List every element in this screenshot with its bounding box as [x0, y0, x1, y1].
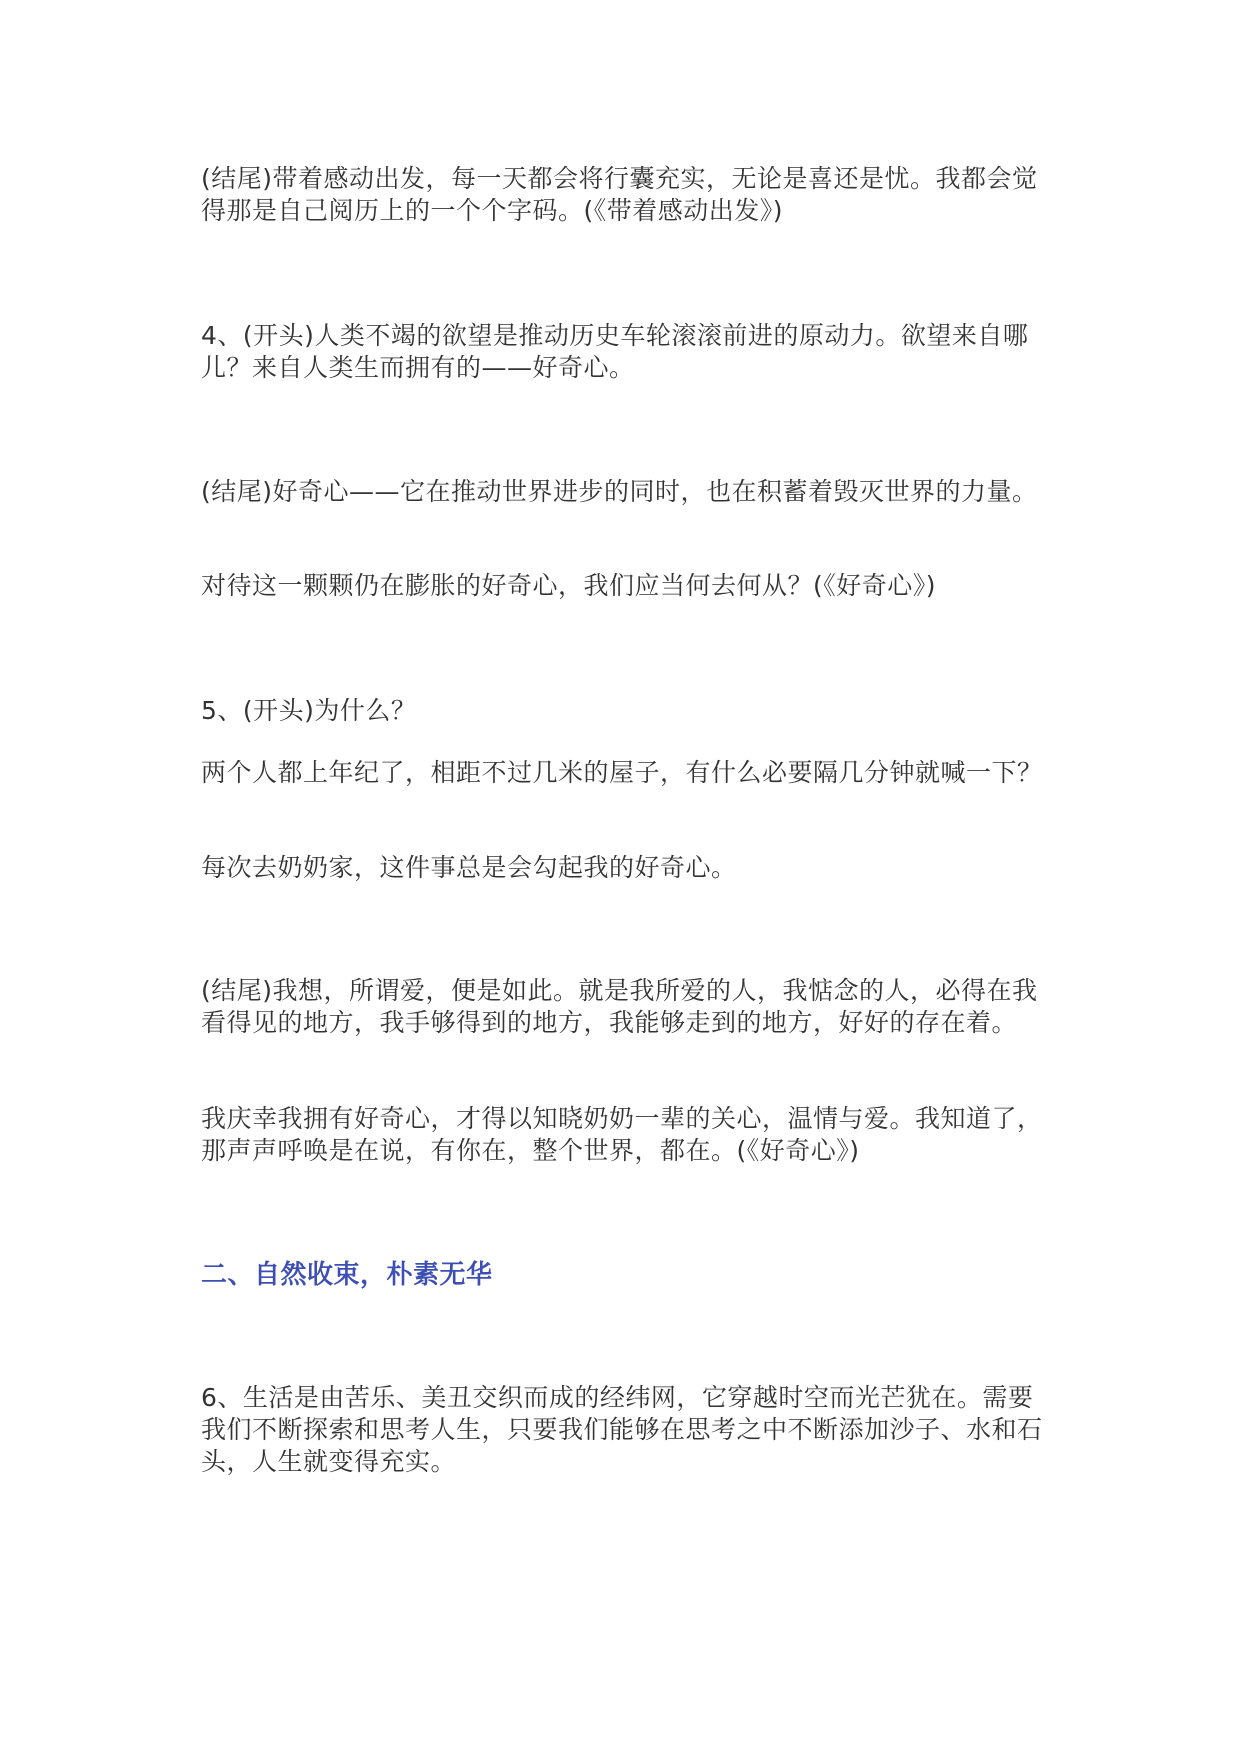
- paragraph-opening-5: 5、(开头)为什么？: [201, 696, 417, 725]
- paragraph-opening-5-cont2: 每次去奶奶家，这件事总是会勾起我的好奇心。: [201, 853, 737, 882]
- section-heading: 二、自然收束，朴素无华: [201, 1260, 493, 1290]
- paragraph-opening-5-cont: 两个人都上年纪了，相距不过几米的屋子，有什么必要隔几分钟就喊一下？: [201, 758, 1043, 787]
- paragraph-6: 6、生活是由苦乐、美丑交织而成的经纬网，它穿越时空而光芒犹在。需要我们不断探索和思考人生，只要我们能够在思考之中不断添加沙子、水和石头，人生就变得充实。: [201, 1383, 1043, 1476]
- paragraph-ending-1: (结尾)带着感动出发，每一天都会将行囊充实，无论是喜还是忧。我都会觉得那是自己阅历上的一个个字码。(《带着感动出发》): [201, 164, 1038, 225]
- paragraph-opening-4: 4、(开头)人类不竭的欲望是推动历史车轮滚滚前进的原动力。欲望来自哪儿？来自人类生而拥有的——好奇心。: [201, 321, 1029, 382]
- paragraph-ending-4-cont: 对待这一颗颗仍在膨胀的好奇心，我们应当何去何从？(《好奇心》): [201, 571, 937, 600]
- paragraph-ending-5-cont: 我庆幸我拥有好奇心，才得以知晓奶奶一辈的关心，温情与爱。我知道了，那声声呼唤是在说，有你在，整个世界，都在。(《好奇心》): [201, 1104, 1043, 1165]
- paragraph-ending-5: (结尾)我想，所谓爱，便是如此。就是我所爱的人，我惦念的人，必得在我看得见的地方，我手够得到的地方，我能够走到的地方，好好的存在着。: [201, 976, 1038, 1037]
- paragraph-ending-4: (结尾)好奇心——它在推动世界进步的同时，也在积蓄着毁灭世界的力量。: [201, 477, 1038, 506]
